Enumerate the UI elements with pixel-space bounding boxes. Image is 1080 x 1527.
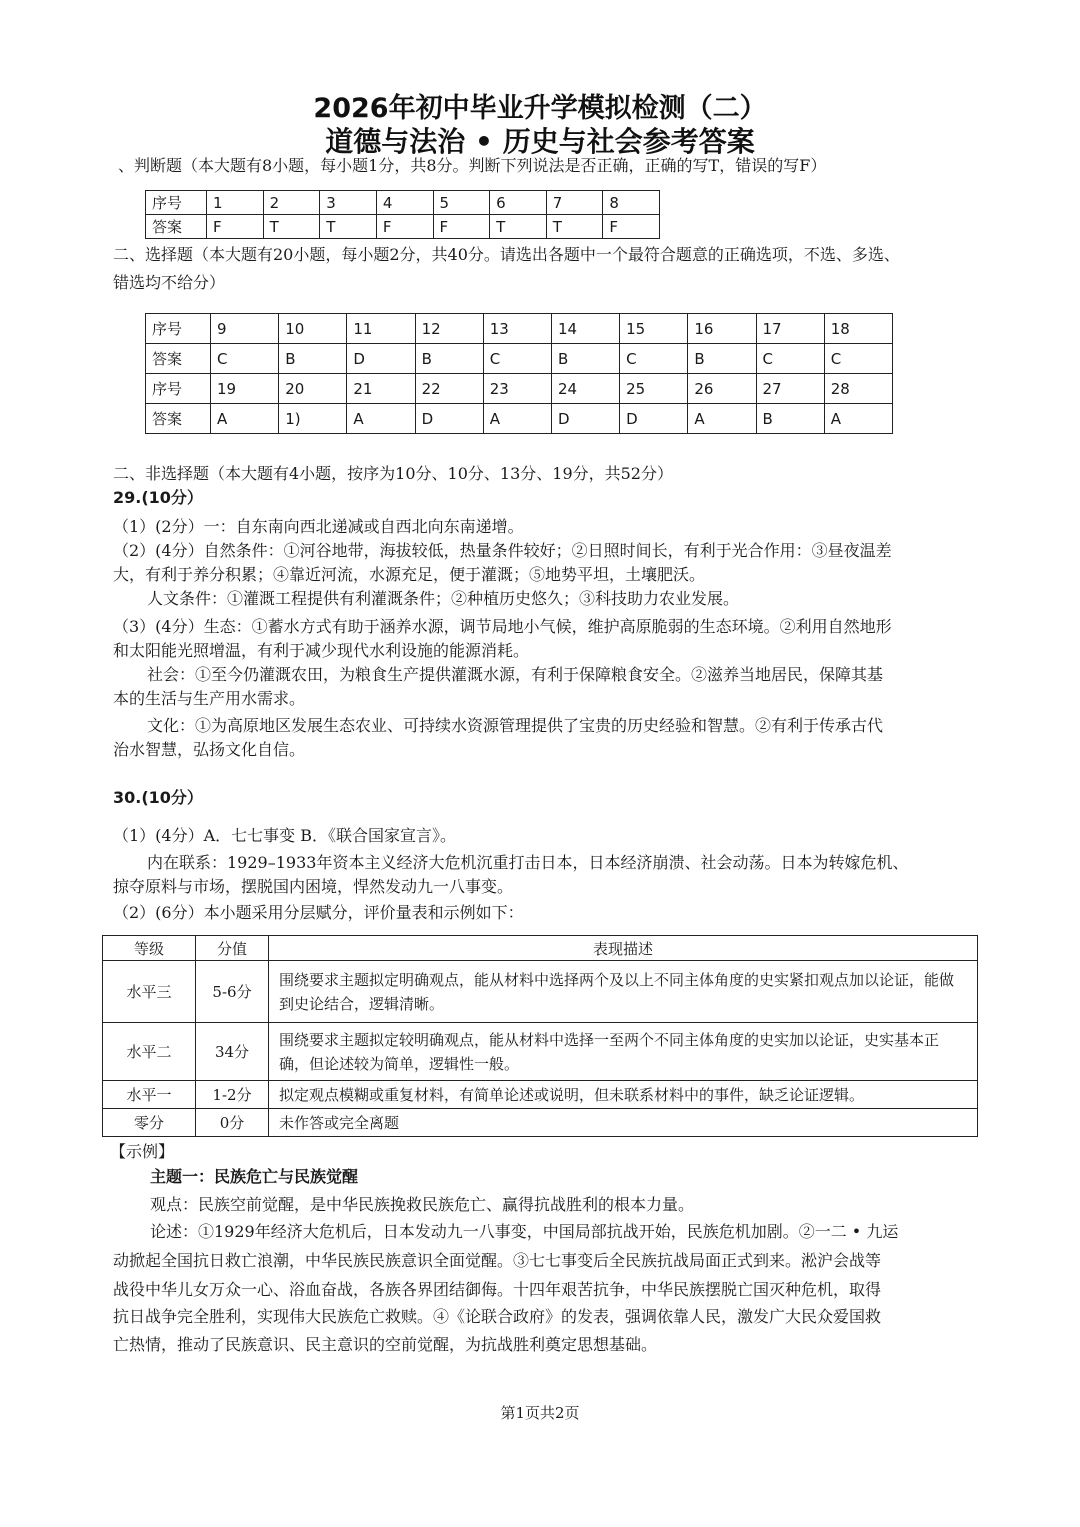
table-cell: 13 xyxy=(483,314,551,344)
table-cell: 8 xyxy=(603,191,660,215)
page-number: 第1页共2页 xyxy=(500,1404,580,1422)
q29-part1: （1）(2分）一：自东南向西北递减或自西北向东南递增。 xyxy=(113,517,524,536)
rubric-score: 1-2分 xyxy=(196,1081,269,1109)
table-cell: 18 xyxy=(824,314,892,344)
table-cell: 16 xyxy=(688,314,756,344)
q29-part3-social-line2: 本的生活与生产用水需求。 xyxy=(113,689,306,708)
q29-part3-line2: 和太阳能光照增温，有利于减少现代水利设施的能源消耗。 xyxy=(113,641,530,660)
q30-part1: （1）(4分）A．七七事变 B．《联合国家宣言》。 xyxy=(113,826,457,845)
table-cell: 26 xyxy=(688,374,756,404)
header-score: 分值 xyxy=(196,936,269,961)
q30-part2: （2）(6分）本小题采用分层赋分，评价量表和示例如下： xyxy=(113,903,524,922)
table-cell: F xyxy=(207,215,264,239)
example-argument-line3: 战役中华儿女万众一心、浴血奋战，各族各界团结御侮。十四年艰苦抗争，中华民族摆脱亡国灭种危机，取得 xyxy=(113,1280,882,1299)
table-cell: 28 xyxy=(824,374,892,404)
row-label-answer: 答案 xyxy=(146,404,211,434)
table-row xyxy=(146,215,660,239)
row-label-answer: 答案 xyxy=(146,215,207,239)
table-cell: 1 xyxy=(207,191,264,215)
q29-part3-social-line1: 社会：①至今仍灌溉农田，为粮食生产提供灌溉水源，有利于保障粮食安全。②滋养当地居民，保障其基 xyxy=(147,665,884,684)
example-argument-line1: 论述：①1929年经济大危机后，日本发动九一八事变，中国局部抗战开始，民族危机加剧。②一二 • 九运 xyxy=(150,1222,899,1241)
example-argument-line5: 亡热情，推动了民族意识、民主意识的空前觉醒，为抗战胜利奠定思想基础。 xyxy=(113,1335,658,1354)
table-cell: 27 xyxy=(756,374,824,404)
table-cell: B xyxy=(279,344,347,374)
table-cell: A xyxy=(483,404,551,434)
rubric-score: 0分 xyxy=(196,1109,269,1137)
header-description: 表现描述 xyxy=(269,936,978,961)
table-cell: 21 xyxy=(347,374,415,404)
row-label-number: 序号 xyxy=(146,374,211,404)
page-title-line2: 道德与法治 • 历史与社会参考答案 xyxy=(325,125,755,158)
table-row xyxy=(146,344,893,374)
q29-part2-line2: 大，有利于养分积累；④靠近河流，水源充足，便于灌溉；⑤地势平坦，土壤肥沃。 xyxy=(113,565,706,584)
table-cell: 5 xyxy=(433,191,490,215)
q30-title: 30.(10分） xyxy=(113,788,203,807)
table-cell: 1) xyxy=(279,404,347,434)
table-cell: F xyxy=(433,215,490,239)
page-title-line1: 2026年初中毕业升学模拟检测（二） xyxy=(313,93,767,124)
choice-answer-table xyxy=(145,313,893,434)
table-cell: C xyxy=(211,344,279,374)
q29-part3-culture-line2: 治水智慧，弘扬文化自信。 xyxy=(113,740,306,759)
table-cell: F xyxy=(376,215,433,239)
table-cell: D xyxy=(415,404,483,434)
q30-part1-link-line2: 掠夺原料与市场，摆脱国内困境，悍然发动九一八事变。 xyxy=(113,877,514,896)
table-cell: T xyxy=(320,215,377,239)
rubric-score: 5-6分 xyxy=(196,961,269,1023)
q29-part3-culture-line1: 文化：①为高原地区发展生态农业、可持续水资源管理提供了宝贵的历史经验和智慧。②有利于传承古代 xyxy=(147,716,884,735)
table-row xyxy=(103,1081,978,1109)
table-header-row xyxy=(103,936,978,961)
rubric-description: 拟定观点模糊或重复材料，有简单论述或说明，但未联系材料中的事件，缺乏论证逻辑。 xyxy=(269,1081,978,1109)
rubric-level: 零分 xyxy=(103,1109,196,1137)
rubric-description: 围绕要求主题拟定较明确观点，能从材料中选择一至两个不同主体角度的史实加以论证，史实基本正确，但论述较为简单，逻辑性一般。 xyxy=(269,1023,978,1081)
rubric-score: 34分 xyxy=(196,1023,269,1081)
table-cell: 22 xyxy=(415,374,483,404)
table-cell: 12 xyxy=(415,314,483,344)
row-label-answer: 答案 xyxy=(146,344,211,374)
q29-part2-human: 人文条件：①灌溉工程提供有利灌溉条件；②种植历史悠久；③科技助力农业发展。 xyxy=(147,589,740,608)
table-cell: 2 xyxy=(263,191,320,215)
table-row xyxy=(103,1109,978,1137)
q30-part1-link-line1: 内在联系：1929–1933年资本主义经济大危机沉重打击日本，日本经济崩溃、社会动荡。日本为转嫁危机、 xyxy=(147,853,909,872)
section3-heading: 二、非选择题（本大题有4小题，按序为10分、10分、13分、19分，共52分） xyxy=(113,464,673,483)
example-theme: 主题一：民族危亡与民族觉醒 xyxy=(150,1167,359,1186)
table-cell: C xyxy=(756,344,824,374)
table-row xyxy=(146,191,660,215)
rubric-description: 未作答或完全离题 xyxy=(269,1109,978,1137)
header-level: 等级 xyxy=(103,936,196,961)
table-cell: C xyxy=(824,344,892,374)
example-argument-line4: 抗日战争完全胜利，实现伟大民族危亡救赎。④《论联合政府》的发表，强调依靠人民，激发广大民众爱国救 xyxy=(113,1307,882,1326)
table-cell: 24 xyxy=(551,374,619,404)
rubric-table xyxy=(102,935,978,1137)
table-row xyxy=(103,1023,978,1081)
table-cell: T xyxy=(490,215,547,239)
table-cell: 19 xyxy=(211,374,279,404)
q29-part2-line1: （2）(4分）自然条件：①河谷地带，海拔较低，热量条件较好；②日照时间长，有利于光合作用：③昼夜温差 xyxy=(113,541,892,560)
q29-part3-line1: （3）(4分）生态：①蓄水方式有助于涵养水源，调节局地小气候，维护高原脆弱的生态环境。②利用自然地形 xyxy=(113,617,892,636)
table-cell: F xyxy=(603,215,660,239)
table-row xyxy=(146,314,893,344)
table-cell: 6 xyxy=(490,191,547,215)
table-cell: 9 xyxy=(211,314,279,344)
table-cell: T xyxy=(546,215,603,239)
table-cell: 10 xyxy=(279,314,347,344)
table-cell: T xyxy=(263,215,320,239)
table-row xyxy=(103,961,978,1023)
table-cell: 17 xyxy=(756,314,824,344)
rubric-description: 围绕要求主题拟定明确观点，能从材料中选择两个及以上不同主体角度的史实紧扣观点加以论证，能做到史论结合，逻辑清晰。 xyxy=(269,961,978,1023)
rubric-level: 水平二 xyxy=(103,1023,196,1081)
section2-heading-line1: 二、选择题（本大题有20小题，每小题2分，共40分。请选出各题中一个最符合题意的正确选项，不选、多选、 xyxy=(113,245,900,264)
table-cell: A xyxy=(688,404,756,434)
row-label-number: 序号 xyxy=(146,191,207,215)
judgement-answer-table xyxy=(145,190,660,239)
rubric-level: 水平三 xyxy=(103,961,196,1023)
section2-heading-line2: 错选均不给分） xyxy=(113,273,226,292)
table-cell: 14 xyxy=(551,314,619,344)
table-cell: B xyxy=(551,344,619,374)
table-cell: 4 xyxy=(376,191,433,215)
table-cell: B xyxy=(756,404,824,434)
table-cell: 7 xyxy=(546,191,603,215)
table-row xyxy=(146,404,893,434)
table-cell: B xyxy=(688,344,756,374)
table-cell: 11 xyxy=(347,314,415,344)
table-cell: 20 xyxy=(279,374,347,404)
table-cell: 3 xyxy=(320,191,377,215)
table-cell: C xyxy=(620,344,688,374)
table-cell: D xyxy=(620,404,688,434)
table-cell: A xyxy=(347,404,415,434)
row-label-number: 序号 xyxy=(146,314,211,344)
section1-heading: 、判断题（本大题有8小题，每小题1分，共8分。判断下列说法是否正确，正确的写T，错误的写F） xyxy=(118,156,827,175)
table-cell: D xyxy=(551,404,619,434)
table-cell: 25 xyxy=(620,374,688,404)
table-cell: B xyxy=(415,344,483,374)
example-label: 【示例】 xyxy=(110,1142,175,1161)
table-cell: 15 xyxy=(620,314,688,344)
table-cell: D xyxy=(347,344,415,374)
table-cell: A xyxy=(824,404,892,434)
rubric-level: 水平一 xyxy=(103,1081,196,1109)
table-cell: C xyxy=(483,344,551,374)
q29-title: 29.(10分） xyxy=(113,488,203,507)
example-argument-line2: 动掀起全国抗日救亡浪潮，中华民族民族意识全面觉醒。③七七事变后全民族抗战局面正式到来。淞沪会战等 xyxy=(113,1251,882,1270)
table-row xyxy=(146,374,893,404)
table-cell: A xyxy=(211,404,279,434)
example-viewpoint: 观点：民族空前觉醒，是中华民族挽救民族危亡、赢得抗战胜利的根本力量。 xyxy=(150,1195,695,1214)
table-cell: 23 xyxy=(483,374,551,404)
